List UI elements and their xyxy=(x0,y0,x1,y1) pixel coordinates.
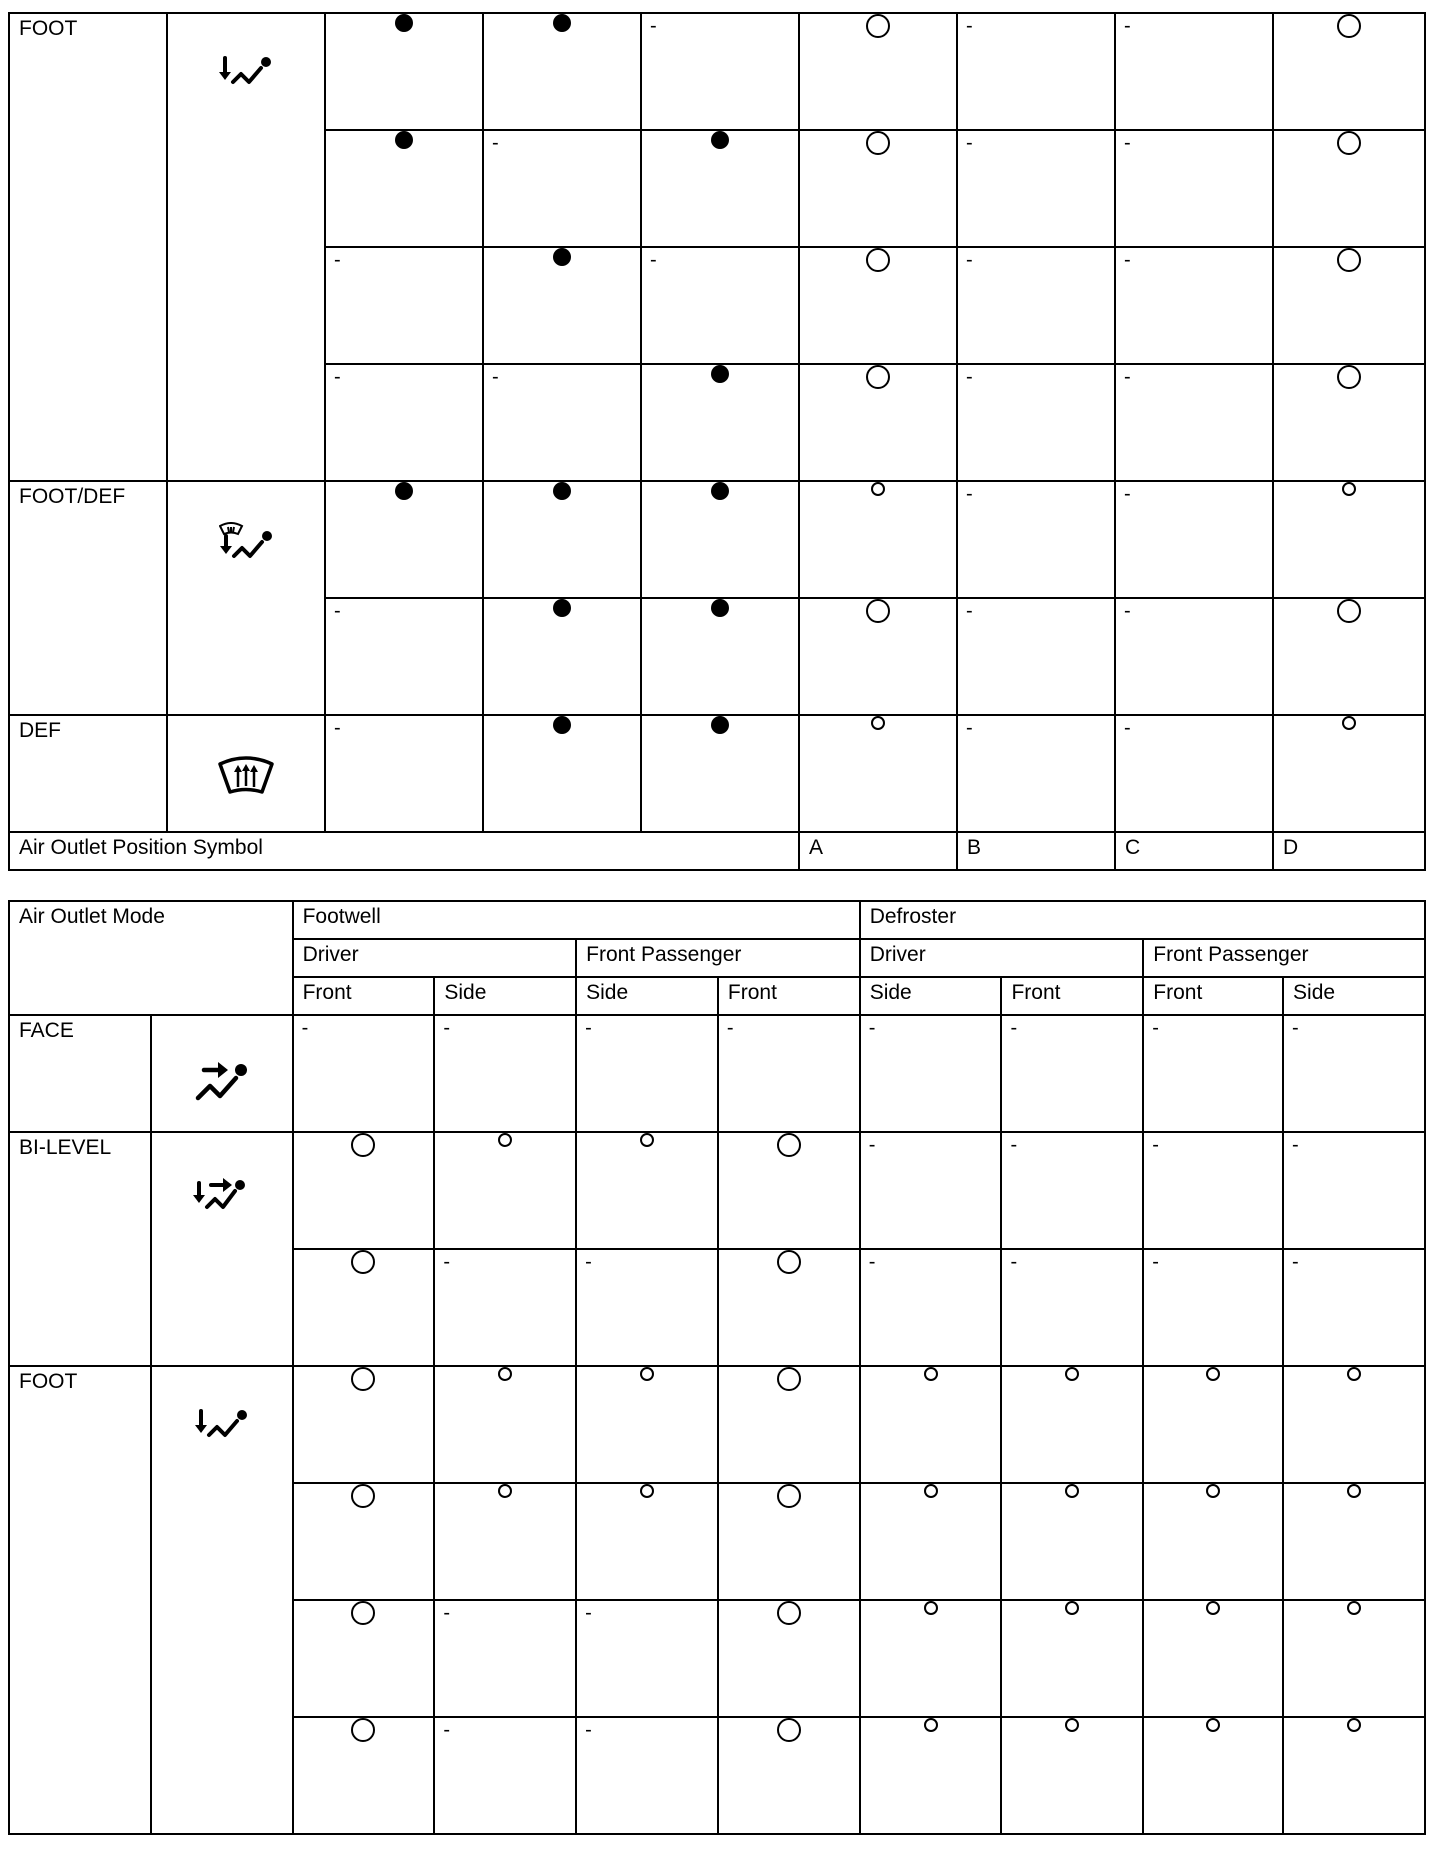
large-circle-icon xyxy=(777,1601,801,1625)
outlet-cell xyxy=(1283,1366,1425,1483)
outlet-cell xyxy=(293,1015,435,1132)
mode-label: FOOT xyxy=(9,1366,151,1834)
outlet-cell xyxy=(483,715,641,832)
filled-dot-icon xyxy=(553,14,571,32)
large-circle-icon xyxy=(351,1133,375,1157)
outlet-cell xyxy=(860,1483,1002,1600)
small-circle-icon xyxy=(871,482,885,496)
outlet-cell xyxy=(1115,598,1273,715)
not-applicable-dash: - xyxy=(1152,1251,1159,1273)
outlet-cell xyxy=(799,364,957,481)
bi-level-mode-icon xyxy=(193,1173,251,1222)
outlet-cell xyxy=(1143,1717,1283,1834)
not-applicable-dash: - xyxy=(868,1251,876,1273)
position-symbol-a: A xyxy=(799,832,957,870)
position-symbol-d: D xyxy=(1273,832,1425,870)
outlet-cell xyxy=(1001,1717,1143,1834)
outlet-cell xyxy=(1273,13,1425,130)
outlet-cell xyxy=(434,1483,576,1600)
outlet-cell xyxy=(483,598,641,715)
small-circle-icon xyxy=(498,1367,512,1381)
small-circle-icon xyxy=(1347,1601,1361,1615)
small-circle-icon xyxy=(1206,1718,1220,1732)
not-applicable-dash: - xyxy=(966,132,973,154)
small-circle-icon xyxy=(640,1367,654,1381)
filled-dot-icon xyxy=(395,482,413,500)
table-row xyxy=(9,1015,1425,1132)
column-header: Front xyxy=(718,977,860,1015)
outlet-cell xyxy=(799,130,957,247)
air-outlet-position-symbol-label: Air Outlet Position Symbol xyxy=(9,832,799,870)
column-header: Side xyxy=(1283,977,1425,1015)
outlet-cell xyxy=(576,1249,718,1366)
outlet-cell xyxy=(576,1132,718,1249)
position-symbol-c: C xyxy=(1115,832,1273,870)
defroster-passenger-header: Front Passenger xyxy=(1143,939,1425,977)
outlet-cell xyxy=(718,1132,860,1249)
outlet-cell xyxy=(483,481,641,598)
outlet-cell xyxy=(576,1717,718,1834)
outlet-cell xyxy=(860,1249,1002,1366)
outlet-cell xyxy=(1115,364,1273,481)
outlet-cell xyxy=(718,1483,860,1600)
outlet-cell xyxy=(860,1600,1002,1717)
outlet-cell xyxy=(718,1366,860,1483)
foot-def-mode-icon xyxy=(219,522,273,571)
mode-label: FACE xyxy=(9,1015,151,1132)
large-circle-icon xyxy=(866,131,890,155)
mode-icon-cell xyxy=(151,1015,293,1132)
not-applicable-dash: - xyxy=(443,1602,451,1624)
large-circle-icon xyxy=(866,248,890,272)
outlet-cell xyxy=(1283,1249,1425,1366)
outlet-cell xyxy=(483,364,641,481)
outlet-cell xyxy=(718,1717,860,1834)
filled-dot-icon xyxy=(553,248,571,266)
outlet-cell xyxy=(641,130,799,247)
not-applicable-dash: - xyxy=(966,15,973,37)
outlet-cell xyxy=(641,481,799,598)
outlet-cell xyxy=(718,1015,860,1132)
table-row xyxy=(9,715,1425,832)
mode-icon-cell xyxy=(167,13,325,481)
outlet-cell xyxy=(325,130,483,247)
small-circle-icon xyxy=(1206,1601,1220,1615)
outlet-cell xyxy=(641,715,799,832)
not-applicable-dash: - xyxy=(585,1251,592,1273)
defroster-header: Defroster xyxy=(860,901,1425,939)
not-applicable-dash: - xyxy=(966,600,973,622)
filled-dot-icon xyxy=(553,599,571,617)
not-applicable-dash: - xyxy=(443,1017,451,1039)
small-circle-icon xyxy=(1342,482,1356,496)
mode-icon-cell xyxy=(167,481,325,715)
large-circle-icon xyxy=(777,1367,801,1391)
outlet-cell xyxy=(1283,1132,1425,1249)
not-applicable-dash: - xyxy=(1292,1017,1299,1039)
outlet-cell xyxy=(957,715,1115,832)
outlet-cell xyxy=(1001,1132,1143,1249)
small-circle-icon xyxy=(924,1601,938,1615)
large-circle-icon xyxy=(866,599,890,623)
outlet-cell xyxy=(718,1249,860,1366)
outlet-cell xyxy=(325,364,483,481)
large-circle-icon xyxy=(351,1601,375,1625)
outlet-cell xyxy=(860,1366,1002,1483)
outlet-cell xyxy=(1143,1366,1283,1483)
outlet-cell xyxy=(293,1366,435,1483)
outlet-cell xyxy=(1273,364,1425,481)
mode-label: BI-LEVEL xyxy=(9,1132,151,1366)
not-applicable-dash: - xyxy=(443,1251,451,1273)
mode-icon-cell xyxy=(167,715,325,832)
outlet-cell xyxy=(957,13,1115,130)
outlet-cell xyxy=(325,247,483,364)
mode-label: FOOT/DEF xyxy=(9,481,167,715)
column-header: Front xyxy=(1001,977,1143,1015)
outlet-cell xyxy=(434,1132,576,1249)
small-circle-icon xyxy=(1347,1718,1361,1732)
large-circle-icon xyxy=(351,1250,375,1274)
outlet-cell xyxy=(860,1015,1002,1132)
outlet-cell xyxy=(799,598,957,715)
table-row xyxy=(9,13,1425,130)
outlet-cell xyxy=(1143,1132,1283,1249)
outlet-cell xyxy=(799,13,957,130)
small-circle-icon xyxy=(1206,1367,1220,1381)
outlet-cell xyxy=(483,13,641,130)
not-applicable-dash: - xyxy=(1124,249,1131,271)
outlet-cell xyxy=(293,1249,435,1366)
large-circle-icon xyxy=(777,1484,801,1508)
outlet-cell xyxy=(1001,1483,1143,1600)
small-circle-icon xyxy=(924,1367,938,1381)
large-circle-icon xyxy=(1337,365,1361,389)
outlet-cell xyxy=(1273,715,1425,832)
outlet-cell xyxy=(1115,715,1273,832)
not-applicable-dash: - xyxy=(1124,483,1131,505)
small-circle-icon xyxy=(924,1484,938,1498)
outlet-cell xyxy=(434,1366,576,1483)
not-applicable-dash: - xyxy=(585,1719,592,1741)
large-circle-icon xyxy=(351,1484,375,1508)
outlet-cell xyxy=(799,247,957,364)
outlet-cell xyxy=(293,1717,435,1834)
column-header: Front xyxy=(1143,977,1283,1015)
small-circle-icon xyxy=(1347,1484,1361,1498)
small-circle-icon xyxy=(1342,716,1356,730)
outlet-cell xyxy=(293,1600,435,1717)
small-circle-icon xyxy=(924,1718,938,1732)
large-circle-icon xyxy=(866,365,890,389)
outlet-cell xyxy=(1273,130,1425,247)
outlet-cell xyxy=(1115,13,1273,130)
outlet-cell xyxy=(1143,1249,1283,1366)
foot-mode-icon xyxy=(219,54,273,99)
outlet-cell xyxy=(325,13,483,130)
outlet-cell xyxy=(576,1366,718,1483)
footwell-header: Footwell xyxy=(293,901,860,939)
large-circle-icon xyxy=(777,1133,801,1157)
outlet-cell xyxy=(1273,598,1425,715)
not-applicable-dash: - xyxy=(650,249,657,271)
not-applicable-dash: - xyxy=(1010,1251,1018,1273)
table-row xyxy=(9,1132,1425,1249)
outlet-cell xyxy=(799,481,957,598)
not-applicable-dash: - xyxy=(868,1134,876,1156)
column-header: Side xyxy=(434,977,576,1015)
not-applicable-dash: - xyxy=(1010,1134,1018,1156)
outlet-cell xyxy=(434,1249,576,1366)
outlet-cell xyxy=(1001,1249,1143,1366)
not-applicable-dash: - xyxy=(726,1017,734,1039)
small-circle-icon xyxy=(1065,1484,1079,1498)
outlet-cell xyxy=(576,1483,718,1600)
not-applicable-dash: - xyxy=(966,249,973,271)
outlet-cell xyxy=(860,1132,1002,1249)
air-outlet-mode-header: Air Outlet Mode xyxy=(9,901,293,1015)
not-applicable-dash: - xyxy=(966,483,973,505)
not-applicable-dash: - xyxy=(868,1017,876,1039)
outlet-cell xyxy=(293,1483,435,1600)
outlet-cell xyxy=(1283,1483,1425,1600)
large-circle-icon xyxy=(1337,599,1361,623)
outlet-cell xyxy=(1001,1015,1143,1132)
not-applicable-dash: - xyxy=(650,15,657,37)
large-circle-icon xyxy=(1337,14,1361,38)
outlet-cell xyxy=(1283,1717,1425,1834)
outlet-cell xyxy=(325,715,483,832)
filled-dot-icon xyxy=(553,482,571,500)
foot-mode-icon xyxy=(195,1407,249,1452)
not-applicable-dash: - xyxy=(966,717,973,739)
not-applicable-dash: - xyxy=(1124,132,1131,154)
not-applicable-dash: - xyxy=(1124,366,1131,388)
filled-dot-icon xyxy=(711,716,729,734)
large-circle-icon xyxy=(351,1367,375,1391)
outlet-cell xyxy=(434,1717,576,1834)
outlet-cell xyxy=(718,1600,860,1717)
outlet-cell xyxy=(576,1015,718,1132)
not-applicable-dash: - xyxy=(1292,1134,1299,1156)
defrost-mode-icon xyxy=(217,756,275,801)
outlet-cell xyxy=(641,247,799,364)
outlet-cell xyxy=(1273,247,1425,364)
small-circle-icon xyxy=(1065,1367,1079,1381)
outlet-cell xyxy=(957,130,1115,247)
not-applicable-dash: - xyxy=(1010,1017,1018,1039)
small-circle-icon xyxy=(640,1133,654,1147)
outlet-cell xyxy=(641,598,799,715)
large-circle-icon xyxy=(351,1718,375,1742)
not-applicable-dash: - xyxy=(1152,1134,1159,1156)
outlet-cell xyxy=(293,1132,435,1249)
outlet-cell xyxy=(641,364,799,481)
filled-dot-icon xyxy=(395,131,413,149)
outlet-cell xyxy=(1143,1483,1283,1600)
table-row xyxy=(9,1366,1425,1483)
small-circle-icon xyxy=(1206,1484,1220,1498)
not-applicable-dash: - xyxy=(443,1719,451,1741)
not-applicable-dash: - xyxy=(966,366,973,388)
outlet-cell xyxy=(1001,1600,1143,1717)
small-circle-icon xyxy=(871,716,885,730)
large-circle-icon xyxy=(866,14,890,38)
not-applicable-dash: - xyxy=(1124,600,1131,622)
not-applicable-dash: - xyxy=(334,249,341,271)
outlet-cell xyxy=(1283,1600,1425,1717)
outlet-cell xyxy=(957,481,1115,598)
not-applicable-dash: - xyxy=(1292,1251,1299,1273)
filled-dot-icon xyxy=(711,131,729,149)
filled-dot-icon xyxy=(711,599,729,617)
defroster-driver-header: Driver xyxy=(860,939,1144,977)
small-circle-icon xyxy=(640,1484,654,1498)
position-symbol-row xyxy=(9,832,1425,870)
large-circle-icon xyxy=(777,1718,801,1742)
not-applicable-dash: - xyxy=(1124,15,1131,37)
mode-icon-cell xyxy=(151,1366,293,1834)
outlet-mode-table xyxy=(8,900,1426,1835)
outlet-cell xyxy=(325,598,483,715)
outlet-cell xyxy=(1143,1600,1283,1717)
outlet-cell xyxy=(483,130,641,247)
outlet-cell xyxy=(1273,481,1425,598)
small-circle-icon xyxy=(1065,1601,1079,1615)
mode-icon-cell xyxy=(151,1132,293,1366)
small-circle-icon xyxy=(498,1133,512,1147)
outlet-cell xyxy=(576,1600,718,1717)
not-applicable-dash: - xyxy=(492,366,499,388)
column-header: Side xyxy=(860,977,1002,1015)
outlet-cell xyxy=(957,247,1115,364)
not-applicable-dash: - xyxy=(334,600,341,622)
mode-label: DEF xyxy=(9,715,167,832)
outlet-cell xyxy=(483,247,641,364)
outlet-cell xyxy=(957,598,1115,715)
filled-dot-icon xyxy=(395,14,413,32)
outlet-cell xyxy=(641,13,799,130)
face-mode-icon xyxy=(192,1056,252,1109)
not-applicable-dash: - xyxy=(492,132,499,154)
outlet-cell xyxy=(799,715,957,832)
outlet-cell xyxy=(957,364,1115,481)
column-header: Side xyxy=(576,977,718,1015)
footwell-driver-header: Driver xyxy=(293,939,577,977)
table-row xyxy=(9,481,1425,598)
position-symbol-b: B xyxy=(957,832,1115,870)
column-header: Front xyxy=(293,977,435,1015)
not-applicable-dash: - xyxy=(334,717,341,739)
not-applicable-dash: - xyxy=(1152,1017,1159,1039)
outlet-cell xyxy=(1001,1366,1143,1483)
small-circle-icon xyxy=(498,1484,512,1498)
outlet-cell xyxy=(1115,481,1273,598)
small-circle-icon xyxy=(1347,1367,1361,1381)
outlet-cell xyxy=(1283,1015,1425,1132)
not-applicable-dash: - xyxy=(301,1017,309,1039)
filled-dot-icon xyxy=(711,482,729,500)
outlet-cell xyxy=(1143,1015,1283,1132)
large-circle-icon xyxy=(1337,131,1361,155)
outlet-cell xyxy=(1115,130,1273,247)
footwell-passenger-header: Front Passenger xyxy=(576,939,860,977)
outlet-cell xyxy=(434,1015,576,1132)
outlet-cell xyxy=(1115,247,1273,364)
small-circle-icon xyxy=(1065,1718,1079,1732)
filled-dot-icon xyxy=(553,716,571,734)
not-applicable-dash: - xyxy=(585,1017,592,1039)
large-circle-icon xyxy=(777,1250,801,1274)
not-applicable-dash: - xyxy=(334,366,341,388)
not-applicable-dash: - xyxy=(585,1602,592,1624)
large-circle-icon xyxy=(1337,248,1361,272)
outlet-cell xyxy=(860,1717,1002,1834)
filled-dot-icon xyxy=(711,365,729,383)
outlet-cell xyxy=(434,1600,576,1717)
outlet-position-table xyxy=(8,12,1426,871)
mode-label: FOOT xyxy=(9,13,167,481)
outlet-cell xyxy=(325,481,483,598)
not-applicable-dash: - xyxy=(1124,717,1131,739)
